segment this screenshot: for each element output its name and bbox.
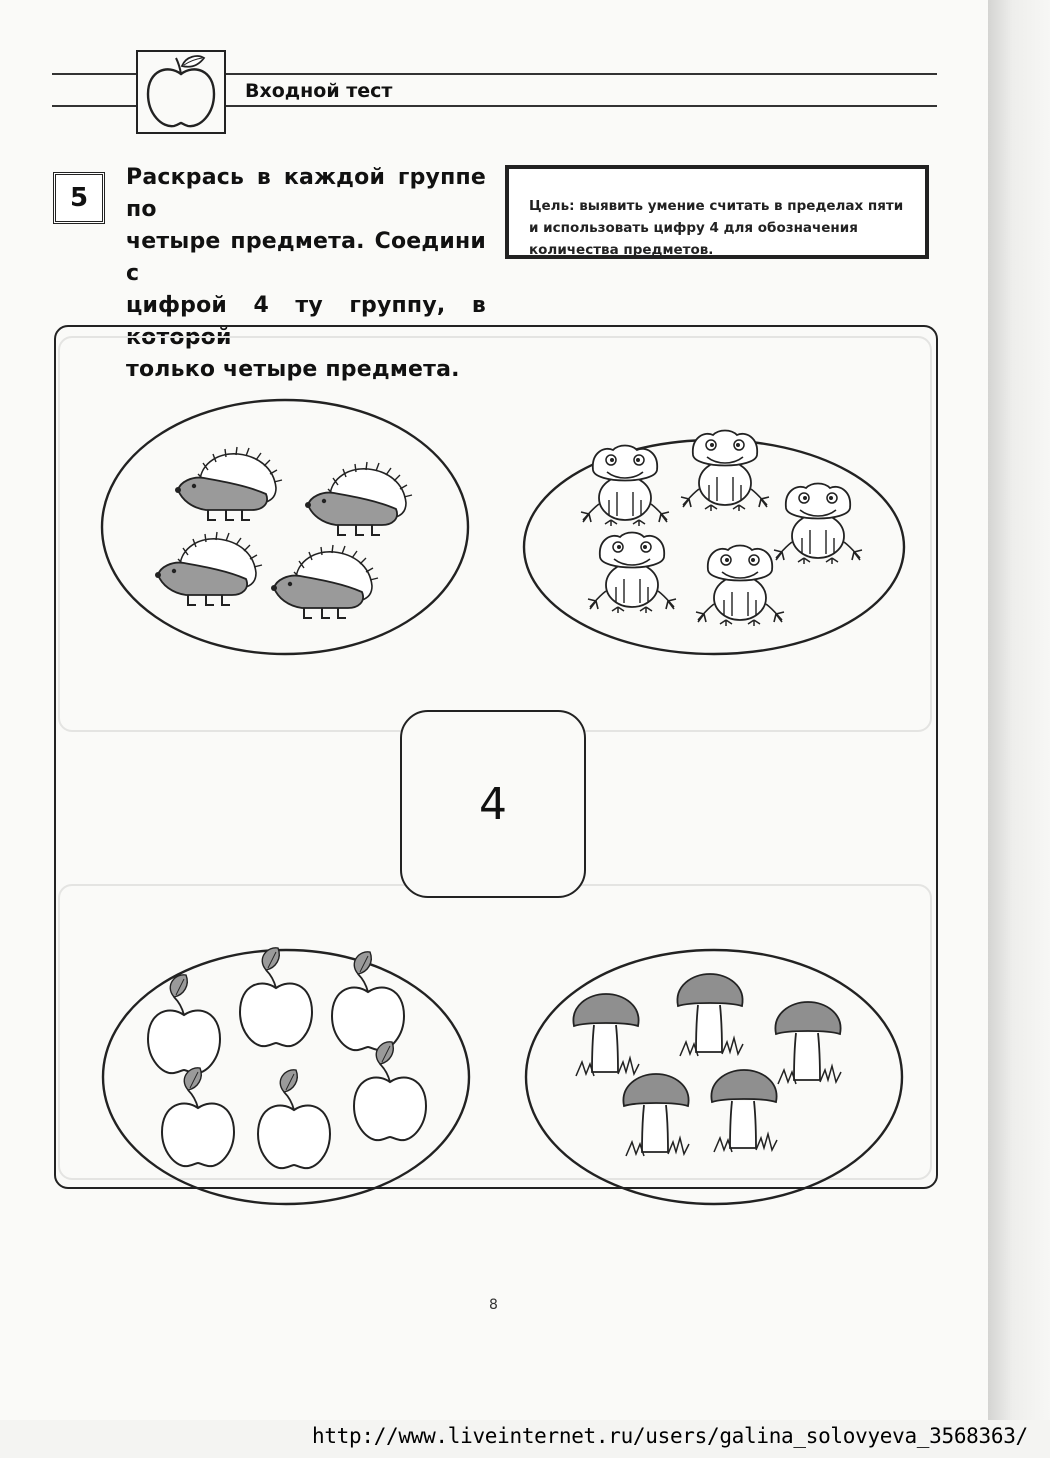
hedgehog-figure[interactable]: [175, 447, 282, 520]
mushroom-figure[interactable]: [677, 974, 743, 1056]
hedgehog-figure[interactable]: [271, 545, 378, 618]
task-number-badge: 5: [53, 172, 105, 224]
apple-figure[interactable]: [148, 975, 220, 1073]
apple-figure[interactable]: [354, 1042, 426, 1140]
task-instruction: Раскрась в каждой группе по четыре предмета. Соедини с цифрой 4 ту группу, в которой только четыре предмета.: [126, 165, 486, 382]
apple-figure[interactable]: [258, 1070, 330, 1168]
digit-card-value: 4: [479, 778, 507, 830]
frog-figure[interactable]: [774, 484, 862, 565]
hedgehog-figure[interactable]: [305, 462, 412, 535]
mushroom-figure[interactable]: [623, 1074, 689, 1156]
header-title: Входной тест: [245, 80, 393, 102]
hedgehog-group-oval[interactable]: [102, 400, 468, 654]
frog-figure[interactable]: [696, 546, 784, 627]
mushroom-figure[interactable]: [573, 994, 639, 1076]
apple-figure[interactable]: [162, 1068, 234, 1166]
page-number: 8: [489, 1297, 498, 1313]
frog-figure[interactable]: [681, 431, 769, 512]
hedgehog-figure[interactable]: [155, 532, 262, 605]
apple-figure[interactable]: [332, 952, 404, 1050]
goal-text: выявить умение считать в пределах пяти и использовать цифру 4 для обозначения количества предметов.: [529, 198, 904, 258]
source-url[interactable]: http://www.liveinternet.ru/users/galina_solovyeva_3568363/: [312, 1424, 1028, 1448]
digit-card[interactable]: [400, 710, 586, 898]
mushroom-figure[interactable]: [775, 1002, 841, 1084]
frog-figure[interactable]: [581, 446, 669, 527]
mushroom-figure[interactable]: [711, 1070, 777, 1152]
goal-label: Цель:: [529, 198, 575, 214]
frog-figure[interactable]: [588, 533, 676, 614]
apple-figure[interactable]: [240, 948, 312, 1046]
